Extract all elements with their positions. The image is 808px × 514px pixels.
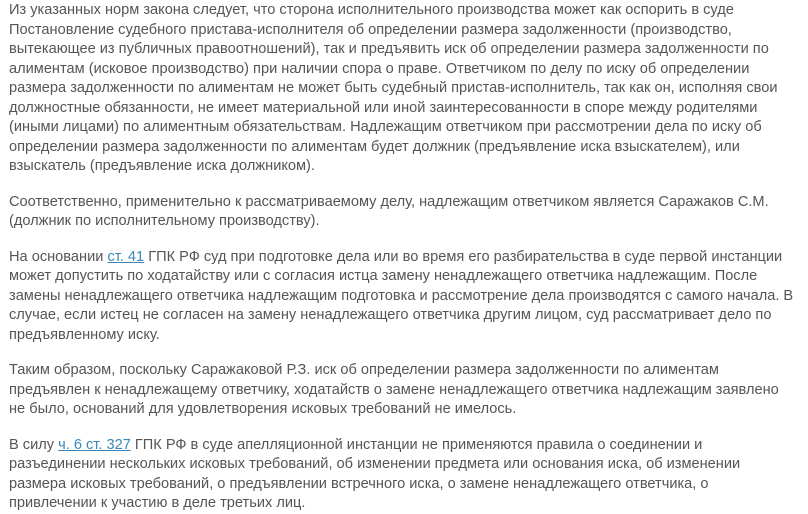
text-line: предъявлен к ненадлежащему ответчику, ходатайств о замене ненадлежащего ответчика надлежащим заявлено bbox=[9, 381, 779, 398]
text-line: разъединении нескольких исковых требований, об изменении предмета или основания иска, об изменении bbox=[9, 456, 741, 472]
text-line: размера исковых требований, о предъявлении встречного иска, о замене ненадлежащего ответчика, о bbox=[9, 475, 709, 492]
law-article-327-link[interactable]: ч. 6 ст. 327 bbox=[58, 436, 131, 453]
text-line: привлечении к участию в деле третьих лиц. bbox=[9, 495, 306, 511]
text-segment: В силу bbox=[9, 436, 59, 453]
text-line: алиментам (исковое производство) при наличии спора о праве. Ответчиком по делу по иску об определении bbox=[9, 60, 750, 77]
text-line: случае, если истец не согласен на замену ненадлежащего ответчика другим лицом, суд рассматривает дело по bbox=[9, 307, 772, 323]
paragraph-3 bbox=[9, 248, 805, 346]
text-line: замены ненадлежащего ответчика надлежащим подготовка и рассмотрение дела производятся с самого начала. В bbox=[9, 287, 794, 304]
text-line: не было, оснований для удовлетворения исковых требований не имелось. bbox=[9, 401, 517, 417]
paragraph-5 bbox=[9, 436, 805, 514]
text-line: взыскатель (предъявление иска должником). bbox=[9, 158, 315, 174]
text-line: (иными лицами) по алиментным обязательствам. Надлежащим ответчиком при рассмотрении дела по иску об bbox=[9, 119, 762, 135]
text-segment: На основании bbox=[9, 248, 108, 265]
paragraph-1 bbox=[9, 1, 805, 177]
paragraph-2 bbox=[9, 193, 805, 232]
text-line: может допустить по ходатайству или с согласия истца замену ненадлежащего ответчика надлежащим. После bbox=[9, 268, 758, 284]
text-line: Соответственно, применительно к рассматриваемому делу, надлежащим ответчиком является Саражаков С.М. bbox=[9, 193, 769, 210]
text-line: предъявленному иску. bbox=[9, 326, 160, 343]
text-line: Постановление судебного пристава-исполнителя об определении размера задолженности (производство, bbox=[9, 21, 732, 38]
law-article-41-link[interactable]: ст. 41 bbox=[107, 248, 145, 265]
text-segment: ГПК РФ суд при подготовке дела или во время его разбирательства в суде первой инстанции bbox=[144, 248, 783, 265]
document-body bbox=[9, 0, 805, 514]
text-line bbox=[9, 248, 805, 268]
text-line: Из указанных норм закона следует, что сторона исполнительного производства может как оспорить в суде bbox=[9, 2, 734, 18]
text-line: вытекающее из публичных правоотношений), так и предъявить иск об определении размера задолженности по bbox=[9, 41, 769, 57]
text-line: определении размера задолженности по алиментам будет должник (предъявление иска взыскателем), или bbox=[9, 138, 740, 155]
text-line: размера задолженности по алиментам не может быть судебный пристав-исполнитель, так как он, исполняя свои bbox=[9, 80, 778, 96]
text-line: должностные обязанности, не имеет материальной или иной заинтересованности в споре между родителями bbox=[9, 99, 758, 116]
text-line: Таким образом, поскольку Саражаковой Р.З. иск об определении размера задолженности по алиментам bbox=[9, 362, 719, 378]
paragraph-4 bbox=[9, 361, 805, 420]
text-line: (должник по исполнительному производству). bbox=[9, 213, 320, 229]
text-segment: ГПК РФ в суде апелляционной инстанции не применяются правила о соединении и bbox=[130, 436, 703, 453]
text-line bbox=[9, 436, 805, 456]
